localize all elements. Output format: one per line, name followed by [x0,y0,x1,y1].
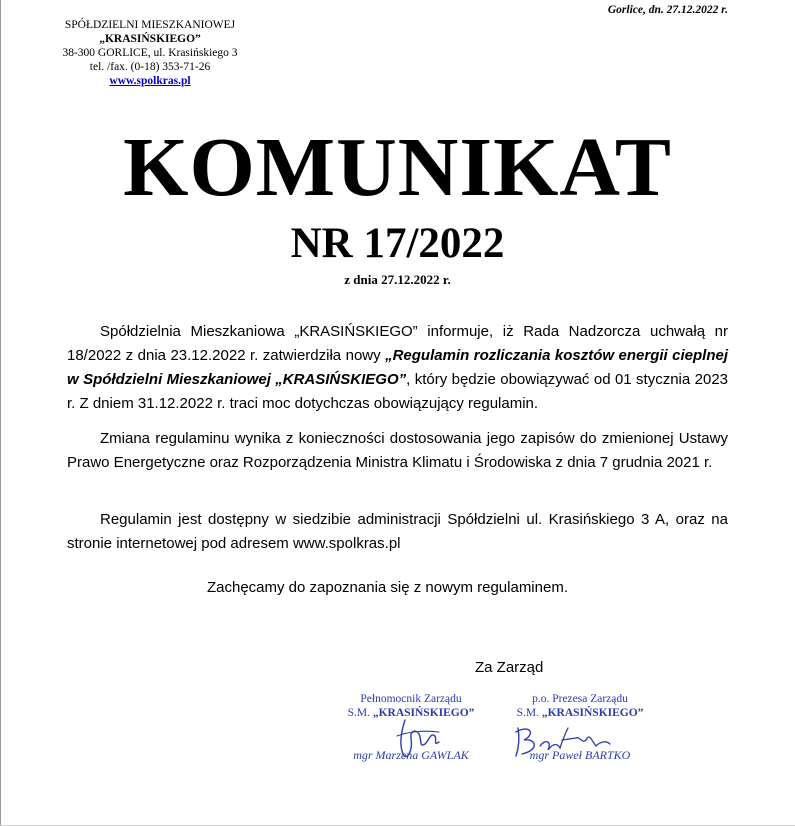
document-title: KOMUNIKAT [123,121,672,214]
signoff: Za Zarząd [475,659,544,676]
paragraph-announcement [67,320,728,416]
issue-date: z dnia 27.12.2022 r. [344,272,451,287]
stamp-left [327,692,495,772]
paragraph-change-reason-text: Zmiana regulaminu wynika z konieczności dostosowania jego zapisów do zmienionej Ustawy Prawo Energetyczne oraz Rozporządzenia Ministra Klimatu i Środowiska z dnia 7 grudnia 2021 r. [67,430,728,471]
letterhead-line1: SPÓŁDZIELNI MIESZKANIOWEJ [64,19,236,31]
document-number: NR 17/2022 [290,220,505,267]
stamp-left-org-prefix: S.M. [347,707,373,719]
letterhead-coop-name: „KRASIŃSKIEGO” [99,33,201,45]
regulation-title: „Regulamin rozliczania kosztów energii cieplnej w Spółdzielni Mieszkaniowej „KRASIŃSKIEGO” [67,347,729,388]
closing-line: Zachęcamy do zapoznania się z nowym regulaminem. [206,579,568,596]
paragraph-availability [67,508,728,556]
paragraph-availability-text: Regulamin jest dostępny w siedzibie administracji Spółdzielni ul. Krasińskiego 3 A, oraz na stronie internetowej pod adresem www.spolkras.pl [67,511,728,552]
letterhead-address: 38-300 GORLICE, ul. Krasińskiego 3 [62,47,238,59]
stamp-right-org-prefix: S.M. [516,707,542,719]
letterhead-phone: tel. /fax. (0-18) 353-71-26 [89,61,211,73]
letterhead [45,18,255,88]
stamp-right [496,692,664,772]
stamp-right-org-name: „KRASIŃSKIEGO” [541,707,644,719]
website-link[interactable]: www.spolkras.pl [109,75,191,87]
paragraph-announcement-rest: , który będzie obowiązywać od 01 stycznia 2023 r. Z dniem 31.12.2022 r. traci moc dotychczas obowiązujący regulamin. [67,371,728,412]
stamp-left-title: Pełnomocnik Zarządu [360,693,462,705]
paragraph-announcement-intro: Spółdzielnia Mieszkaniowa „KRASIŃSKIEGO” informuje, iż Rada Nadzorcza uchwałą nr 18/2022 z dnia 23.12.2022 r. zatwierdziła nowy [67,323,728,364]
stamp-left-person: mgr Marzena GAWLAK [353,748,469,762]
stamp-right-title: p.o. Prezesa Zarządu [532,693,628,705]
paragraph-change-reason [67,427,728,475]
stamp-right-person: mgr Paweł BARTKO [529,748,631,762]
place-date: Gorlice, dn. 27.12.2022 r. [607,4,728,16]
stamp-left-org-name: „KRASIŃSKIEGO” [372,707,475,719]
